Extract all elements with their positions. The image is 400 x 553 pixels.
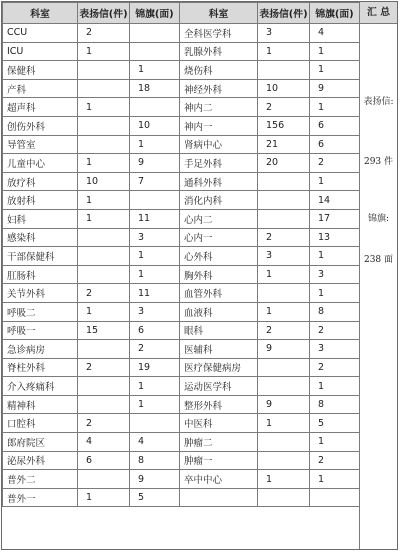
cell-department-2: 通科外科 <box>180 172 258 191</box>
cell-letters: 2 <box>78 358 130 377</box>
cell-letters-2 <box>258 451 310 470</box>
col-header-banners-2: 锦旗(面) <box>310 3 360 24</box>
table-row <box>3 395 360 414</box>
cell-banners-2: 17 <box>310 209 360 228</box>
cell-letters: 1 <box>78 191 130 210</box>
cell-letters: 4 <box>78 433 130 452</box>
table-row <box>3 451 360 470</box>
cell-letters-2: 1 <box>258 42 310 61</box>
cell-banners: 1 <box>130 395 180 414</box>
cell-letters: 1 <box>78 98 130 117</box>
cell-letters: 6 <box>78 451 130 470</box>
table-row <box>3 247 360 266</box>
cell-banners-2: 8 <box>310 395 360 414</box>
cell-banners-2 <box>310 488 360 507</box>
cell-letters-2: 10 <box>258 79 310 98</box>
table-row <box>3 154 360 173</box>
cell-department: 妇科 <box>3 209 78 228</box>
cell-banners-2: 2 <box>310 154 360 173</box>
cell-banners <box>130 98 180 117</box>
cell-letters-2: 3 <box>258 247 310 266</box>
summary-letters-label: 表扬信: <box>363 97 394 107</box>
cell-banners-2: 1 <box>310 377 360 396</box>
cell-department: 脊柱外科 <box>3 358 78 377</box>
cell-letters <box>78 135 130 154</box>
cell-banners-2: 3 <box>310 265 360 284</box>
cell-letters-2: 9 <box>258 395 310 414</box>
cell-department-2: 全科医学科 <box>180 24 258 43</box>
cell-department: 泌尿外科 <box>3 451 78 470</box>
cell-department: 精神科 <box>3 395 78 414</box>
cell-department: 肛肠科 <box>3 265 78 284</box>
table-row <box>3 488 360 507</box>
cell-letters-2 <box>258 172 310 191</box>
cell-department-2 <box>180 488 258 507</box>
cell-letters <box>78 116 130 135</box>
cell-department: 放射科 <box>3 191 78 210</box>
cell-department: 创伤外科 <box>3 116 78 135</box>
cell-banners-2: 5 <box>310 414 360 433</box>
col-header-department-2: 科室 <box>180 3 258 24</box>
cell-banners: 1 <box>130 135 180 154</box>
cell-department: 呼吸一 <box>3 321 78 340</box>
summary-letters-value: 293 件 <box>363 157 394 167</box>
cell-department: 介入疼痛科 <box>3 377 78 396</box>
cell-letters-2 <box>258 191 310 210</box>
cell-letters-2: 9 <box>258 340 310 359</box>
table-row <box>3 302 360 321</box>
cell-department-2: 心内一 <box>180 228 258 247</box>
cell-banners-2: 9 <box>310 79 360 98</box>
cell-banners-2: 3 <box>310 340 360 359</box>
cell-banners-2: 2 <box>310 451 360 470</box>
cell-letters <box>78 470 130 489</box>
cell-banners-2: 13 <box>310 228 360 247</box>
table-row <box>3 172 360 191</box>
cell-banners-2: 1 <box>310 284 360 303</box>
cell-banners: 9 <box>130 154 180 173</box>
table-row <box>3 265 360 284</box>
cell-banners-2: 1 <box>310 61 360 80</box>
cell-department: 放疗科 <box>3 172 78 191</box>
cell-banners-2: 1 <box>310 433 360 452</box>
cell-department-2: 胸外科 <box>180 265 258 284</box>
cell-letters-2: 21 <box>258 135 310 154</box>
cell-department-2: 中医科 <box>180 414 258 433</box>
cell-department-2: 肿瘤一 <box>180 451 258 470</box>
table-row <box>3 61 360 80</box>
cell-letters: 1 <box>78 154 130 173</box>
cell-letters-2 <box>258 284 310 303</box>
summary-banners-label: 锦旗: <box>367 214 390 224</box>
cell-department-2: 心外科 <box>180 247 258 266</box>
table-row <box>3 433 360 452</box>
cell-letters <box>78 79 130 98</box>
honor-table-sheet <box>1 1 398 550</box>
col-header-department: 科室 <box>3 3 78 24</box>
cell-letters: 2 <box>78 284 130 303</box>
cell-banners: 3 <box>130 228 180 247</box>
cell-letters-2 <box>258 488 310 507</box>
cell-department: 普外二 <box>3 470 78 489</box>
cell-department-2: 乳腺外科 <box>180 42 258 61</box>
cell-department: 普外一 <box>3 488 78 507</box>
cell-letters-2: 156 <box>258 116 310 135</box>
table-row <box>3 209 360 228</box>
department-table <box>2 2 360 507</box>
cell-banners-2: 1 <box>310 247 360 266</box>
cell-letters <box>78 265 130 284</box>
cell-letters-2: 1 <box>258 470 310 489</box>
cell-banners-2: 1 <box>310 172 360 191</box>
cell-letters <box>78 228 130 247</box>
cell-banners: 7 <box>130 172 180 191</box>
cell-banners-2: 6 <box>310 116 360 135</box>
cell-department-2: 消化内科 <box>180 191 258 210</box>
table-row <box>3 135 360 154</box>
cell-letters-2: 1 <box>258 265 310 284</box>
cell-department-2: 运动医学科 <box>180 377 258 396</box>
table-row <box>3 377 360 396</box>
table-row <box>3 98 360 117</box>
cell-letters <box>78 247 130 266</box>
cell-letters: 1 <box>78 302 130 321</box>
table-row <box>3 24 360 43</box>
cell-department: 感染科 <box>3 228 78 247</box>
cell-department: 保健科 <box>3 61 78 80</box>
cell-department-2: 神经外科 <box>180 79 258 98</box>
table-row <box>3 116 360 135</box>
table-row <box>3 284 360 303</box>
cell-department-2: 烧伤科 <box>180 61 258 80</box>
cell-banners: 10 <box>130 116 180 135</box>
cell-department: 产科 <box>3 79 78 98</box>
cell-letters-2 <box>258 433 310 452</box>
cell-banners-2: 1 <box>310 470 360 489</box>
cell-letters <box>78 340 130 359</box>
cell-banners-2: 2 <box>310 321 360 340</box>
cell-letters <box>78 61 130 80</box>
cell-department-2: 卒中中心 <box>180 470 258 489</box>
cell-department-2: 医疗保健病房 <box>180 358 258 377</box>
cell-banners: 1 <box>130 265 180 284</box>
cell-letters-2 <box>258 377 310 396</box>
cell-letters-2: 2 <box>258 321 310 340</box>
table-row <box>3 42 360 61</box>
cell-letters-2: 3 <box>258 24 310 43</box>
table-row <box>3 79 360 98</box>
cell-banners: 3 <box>130 302 180 321</box>
table-body <box>3 24 360 507</box>
cell-letters-2: 1 <box>258 302 310 321</box>
cell-letters: 2 <box>78 414 130 433</box>
cell-letters: 15 <box>78 321 130 340</box>
cell-banners-2: 14 <box>310 191 360 210</box>
cell-department-2: 肾病中心 <box>180 135 258 154</box>
cell-banners: 19 <box>130 358 180 377</box>
cell-letters <box>78 395 130 414</box>
cell-letters <box>78 377 130 396</box>
cell-department: 郎府院区 <box>3 433 78 452</box>
cell-department: ICU <box>3 42 78 61</box>
cell-letters-2: 2 <box>258 228 310 247</box>
cell-department-2: 心内二 <box>180 209 258 228</box>
cell-banners <box>130 42 180 61</box>
cell-department: 导管室 <box>3 135 78 154</box>
cell-department: 关节外科 <box>3 284 78 303</box>
table-row <box>3 321 360 340</box>
cell-letters-2: 20 <box>258 154 310 173</box>
cell-banners: 1 <box>130 61 180 80</box>
cell-letters: 1 <box>78 488 130 507</box>
cell-department: 儿童中心 <box>3 154 78 173</box>
cell-department-2: 眼科 <box>180 321 258 340</box>
cell-department-2: 神内二 <box>180 98 258 117</box>
summary-header: 汇 总 <box>360 2 397 24</box>
cell-letters: 10 <box>78 172 130 191</box>
cell-banners: 9 <box>130 470 180 489</box>
cell-banners-2: 1 <box>310 98 360 117</box>
cell-department: 口腔科 <box>3 414 78 433</box>
cell-banners: 2 <box>130 340 180 359</box>
table-row <box>3 191 360 210</box>
cell-letters: 1 <box>78 42 130 61</box>
cell-banners: 11 <box>130 209 180 228</box>
cell-letters-2: 2 <box>258 98 310 117</box>
cell-letters: 2 <box>78 24 130 43</box>
cell-department: 干部保健科 <box>3 247 78 266</box>
cell-banners: 6 <box>130 321 180 340</box>
cell-banners-2: 6 <box>310 135 360 154</box>
table-row <box>3 414 360 433</box>
cell-banners-2: 4 <box>310 24 360 43</box>
cell-department-2: 神内一 <box>180 116 258 135</box>
col-header-letters-2: 表扬信(件) <box>258 3 310 24</box>
cell-department: CCU <box>3 24 78 43</box>
cell-banners: 1 <box>130 377 180 396</box>
cell-banners-2: 1 <box>310 42 360 61</box>
cell-department: 呼吸二 <box>3 302 78 321</box>
cell-banners: 5 <box>130 488 180 507</box>
cell-banners <box>130 24 180 43</box>
cell-banners <box>130 414 180 433</box>
cell-department: 超声科 <box>3 98 78 117</box>
cell-banners <box>130 191 180 210</box>
header-row <box>3 3 360 24</box>
cell-department-2: 血管外科 <box>180 284 258 303</box>
col-header-letters: 表扬信(件) <box>78 3 130 24</box>
table-row <box>3 470 360 489</box>
cell-banners: 8 <box>130 451 180 470</box>
cell-banners: 11 <box>130 284 180 303</box>
summary-column <box>359 2 397 549</box>
table-row <box>3 228 360 247</box>
cell-letters-2 <box>258 61 310 80</box>
cell-banners-2: 2 <box>310 358 360 377</box>
cell-letters-2 <box>258 209 310 228</box>
summary-banners-value: 238 面 <box>363 255 394 265</box>
cell-department-2: 血液科 <box>180 302 258 321</box>
cell-letters-2: 1 <box>258 414 310 433</box>
cell-department-2: 整形外科 <box>180 395 258 414</box>
cell-department-2: 医辅科 <box>180 340 258 359</box>
cell-banners-2: 8 <box>310 302 360 321</box>
cell-banners: 1 <box>130 247 180 266</box>
cell-letters-2 <box>258 358 310 377</box>
table-row <box>3 340 360 359</box>
col-header-banners: 锦旗(面) <box>130 3 180 24</box>
cell-letters: 1 <box>78 209 130 228</box>
cell-banners: 4 <box>130 433 180 452</box>
cell-banners: 18 <box>130 79 180 98</box>
cell-department-2: 肿瘤二 <box>180 433 258 452</box>
cell-department: 急诊病房 <box>3 340 78 359</box>
table-row <box>3 358 360 377</box>
cell-department-2: 手足外科 <box>180 154 258 173</box>
